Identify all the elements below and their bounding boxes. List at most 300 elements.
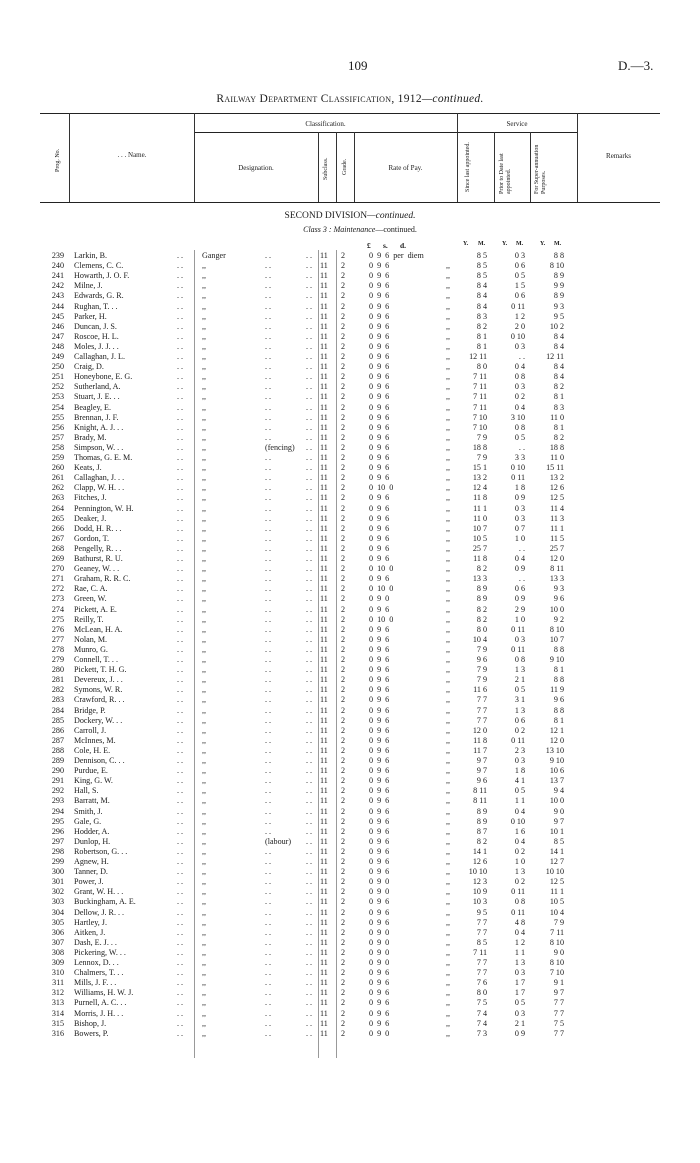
cell-sl: 12 11 (469, 352, 487, 361)
cell-des: ,, (202, 1008, 207, 1018)
table-row (0, 1029, 700, 1038)
cell-pr: 2 1 (514, 675, 525, 685)
cell-dots2: . . (265, 604, 272, 614)
cell-gr: 2 (341, 614, 346, 624)
cell-dots1: . . (177, 463, 184, 473)
col-rate: Rate of Pay. (388, 164, 423, 172)
cell-tick: ,, (446, 897, 451, 907)
cell-gr: 2 (341, 756, 346, 765)
cell-sa: 8 10 (549, 937, 564, 947)
cell-dots2: . . (265, 846, 272, 856)
cell-sa: 9 6 (553, 695, 564, 705)
cell-sa: 11 1 (550, 887, 564, 897)
cell-no: 245 (51, 311, 64, 321)
cell-dots2: . . (265, 857, 272, 866)
cell-gr: 2 (341, 341, 346, 351)
cell-no: 244 (51, 301, 64, 311)
cell-no: 300 (51, 867, 64, 877)
cell-pr: 0 3 (514, 634, 525, 644)
cell-dots3: . . (306, 271, 313, 281)
cell-sa: 7 7 (553, 1008, 564, 1018)
cell-pr: 0 5 (514, 786, 525, 796)
cell-sub: 11 (320, 604, 328, 614)
cell-name: Bowers, P. (74, 1028, 109, 1038)
cell-sub: 11 (320, 705, 328, 715)
cell-dots3: . . (306, 968, 313, 978)
cell-dots2: . . (265, 725, 272, 735)
cell-dots3: . . (306, 927, 313, 937)
table-row (0, 736, 700, 745)
cell-dots3: . . (306, 442, 313, 452)
cell-gr: 2 (341, 816, 346, 826)
cell-rate: 0 9 0 (369, 877, 390, 887)
cell-tick: ,, (446, 998, 451, 1008)
cell-no: 289 (51, 756, 64, 765)
cell-no: 282 (51, 685, 64, 695)
cell-sl: 11 8 (473, 493, 487, 503)
cell-no: 281 (51, 675, 64, 685)
table-row (0, 716, 700, 725)
cell-pr: 0 4 (514, 927, 525, 937)
cell-name: Callaghan, J. . . (74, 473, 125, 483)
cell-sa: 11 1 (550, 523, 564, 533)
cell-rate: 0 9 6 (369, 321, 390, 331)
cell-des: ,, (202, 473, 207, 483)
cell-rate: 0 9 6 (369, 857, 390, 866)
cell-dots1: . . (177, 392, 184, 402)
cell-gr: 2 (341, 715, 346, 725)
cell-gr: 2 (341, 281, 346, 291)
cell-tick: ,, (446, 867, 451, 877)
table-row (0, 554, 700, 563)
cell-dots2: . . (265, 624, 272, 634)
cell-no: 283 (51, 695, 64, 705)
cell-pr: 0 4 (514, 362, 525, 372)
cell-dots3: . . (306, 1028, 313, 1038)
cell-sl: 7 5 (476, 998, 487, 1008)
table-row (0, 756, 700, 765)
cell-sub: 11 (320, 968, 328, 978)
cell-tick: ,, (446, 846, 451, 856)
unit-m1: M. (478, 241, 486, 247)
cell-sl: 11 1 (473, 503, 487, 513)
cell-des: ,, (202, 543, 207, 553)
cell-gr: 2 (341, 796, 346, 806)
cell-pr: 1 8 (514, 766, 525, 776)
unit-y3: Y. (540, 241, 546, 247)
cell-dots3: . . (306, 1008, 313, 1018)
cell-gr: 2 (341, 271, 346, 281)
cell-dots1: . . (177, 816, 184, 826)
cell-rate: 0 10 0 (369, 564, 394, 574)
cell-sub: 11 (320, 735, 328, 745)
cell-sa: 9 0 (553, 806, 564, 816)
cell-sub: 11 (320, 341, 328, 351)
cell-sub: 11 (320, 675, 328, 685)
cell-dots3: . . (306, 584, 313, 594)
table-row (0, 312, 700, 321)
cell-name: Lennox, D. . . (74, 958, 119, 967)
cell-rate: 0 9 6 (369, 513, 390, 523)
cell-sub: 11 (320, 624, 328, 634)
cell-dots2: . . (265, 523, 272, 533)
cell-pr: 0 10 (510, 463, 525, 473)
cell-pr: 0 2 (514, 877, 525, 887)
cell-tick: ,, (446, 857, 451, 866)
cell-sub: 11 (320, 725, 328, 735)
cell-gr: 2 (341, 745, 346, 755)
table-row (0, 625, 700, 634)
cell-gr: 2 (341, 402, 346, 412)
cell-dots2: . . (265, 382, 272, 392)
cell-name: Bishop, J. (74, 1018, 107, 1028)
cell-sa: 8 10 (549, 958, 564, 967)
cell-name: Hodder, A. (74, 826, 110, 836)
cell-name: Milne, J. (74, 281, 103, 291)
cell-name: Bathurst, R. U. (74, 554, 123, 563)
cell-no: 292 (51, 786, 64, 796)
cell-dots3: . . (306, 887, 313, 897)
cell-dots2: . . (265, 574, 272, 584)
cell-gr: 2 (341, 301, 346, 311)
cell-sa: 12 6 (549, 483, 564, 493)
cell-dots2: . . (265, 352, 272, 361)
cell-dots3: . . (306, 816, 313, 826)
cell-no: 314 (51, 1008, 64, 1018)
cell-sl: 7 3 (476, 1028, 487, 1038)
cell-dots1: . . (177, 301, 184, 311)
cell-sa: 10 1 (549, 826, 564, 836)
cell-name: Larkin, B. (74, 251, 108, 260)
cell-sa: 9 10 (549, 756, 564, 765)
cell-dots2: . . (265, 917, 272, 927)
cell-sub: 11 (320, 958, 328, 967)
cell-sa: 7 10 (549, 968, 564, 978)
cell-sub: 11 (320, 594, 328, 604)
cell-no: 253 (51, 392, 64, 402)
cell-dots3: . . (306, 978, 313, 988)
cell-name: Simpson, W. . . (74, 442, 124, 452)
cell-sa: 10 10 (545, 867, 564, 877)
cell-no: 277 (51, 634, 64, 644)
cell-sa: 8 10 (549, 261, 564, 271)
cell-sl: 7 9 (476, 453, 487, 462)
cell-no: 302 (51, 887, 64, 897)
cell-dots3: . . (306, 261, 313, 271)
cell-name: Gale, G. (74, 816, 102, 826)
cell-sub: 11 (320, 574, 328, 584)
cell-tick: ,, (446, 301, 451, 311)
cell-gr: 2 (341, 766, 346, 776)
cell-dots1: . . (177, 271, 184, 281)
cell-tick: ,, (446, 614, 451, 624)
cell-gr: 2 (341, 806, 346, 816)
cell-dots2: . . (265, 826, 272, 836)
cell-dots1: . . (177, 766, 184, 776)
cell-dots1: . . (177, 756, 184, 765)
cell-dots2: . . (265, 554, 272, 563)
cell-rate: 0 9 6 (369, 644, 390, 654)
cell-sl: 11 7 (473, 745, 487, 755)
cell-no: 272 (51, 584, 64, 594)
cell-dots3: . . (306, 776, 313, 786)
class-name: Maintenance (333, 225, 376, 234)
cell-name: Aitken, J. (74, 927, 106, 937)
cell-dots1: . . (177, 695, 184, 705)
cell-pr: 0 11 (511, 887, 525, 897)
cell-dots2: . . (265, 331, 272, 341)
cell-sl: 8 1 (476, 331, 487, 341)
table-row (0, 726, 700, 735)
cell-dots1: . . (177, 321, 184, 331)
cell-pr: 4 1 (514, 776, 525, 786)
cell-tick: ,, (446, 816, 451, 826)
cell-name: Smith, J. (74, 806, 103, 816)
cell-dots1: . . (177, 331, 184, 341)
cell-pr: 2 3 (514, 745, 525, 755)
cell-sa: 8 2 (553, 382, 564, 392)
cell-sl: 10 4 (472, 634, 487, 644)
table-row (0, 302, 700, 311)
cell-sl: 7 9 (476, 665, 487, 675)
cell-dots3: . . (306, 796, 313, 806)
cell-gr: 2 (341, 725, 346, 735)
cell-gr: 2 (341, 1018, 346, 1028)
cell-dots2: . . (265, 675, 272, 685)
cell-tick: ,, (446, 574, 451, 584)
cell-gr: 2 (341, 947, 346, 957)
cell-tick: ,, (446, 887, 451, 897)
cell-sl: 8 2 (476, 836, 487, 846)
cell-dots1: . . (177, 776, 184, 786)
table-row (0, 645, 700, 654)
cell-sl: 7 11 (473, 947, 487, 957)
cell-dots3: . . (306, 382, 313, 392)
cell-name: Callaghan, J. L. (74, 352, 126, 361)
cell-dots2: . . (265, 816, 272, 826)
cell-des: ,, (202, 513, 207, 523)
cell-dots1: . . (177, 735, 184, 745)
cell-sl: 11 8 (473, 735, 487, 745)
cell-sub: 11 (320, 806, 328, 816)
cell-no: 260 (51, 463, 64, 473)
cell-des: ,, (202, 291, 207, 301)
cell-pr: 0 8 (514, 655, 525, 664)
cell-pr: 0 3 (514, 251, 525, 260)
cell-sub: 11 (320, 745, 328, 755)
cell-sa: 9 3 (553, 584, 564, 594)
cell-rate: 0 9 6 (369, 352, 390, 361)
cell-name: Morris, J. H. . . (74, 1008, 124, 1018)
cell-name: Edwards, G. R. (74, 291, 124, 301)
cell-des: ,, (202, 715, 207, 725)
cell-dots3: . . (306, 594, 313, 604)
cell-des: ,, (202, 301, 207, 311)
cell-dots3: . . (306, 644, 313, 654)
cell-sa: 12 0 (549, 735, 564, 745)
cell-sl: 25 7 (472, 543, 487, 553)
cell-rate: 0 9 6 (369, 655, 390, 664)
cell-dots2: (fencing) (265, 442, 295, 452)
cell-des: ,, (202, 907, 207, 917)
cell-gr: 2 (341, 533, 346, 543)
unit-shilling: s. (383, 241, 388, 250)
cell-des: ,, (202, 836, 207, 846)
cell-dots1: . . (177, 493, 184, 503)
cell-tick: ,, (446, 422, 451, 432)
cell-pr: 1 0 (514, 857, 525, 866)
cell-gr: 2 (341, 463, 346, 473)
cell-no: 249 (51, 352, 64, 361)
cell-pr: 0 5 (514, 998, 525, 1008)
cell-gr: 2 (341, 776, 346, 786)
cell-dots1: . . (177, 604, 184, 614)
table-row (0, 695, 700, 704)
cell-sub: 11 (320, 786, 328, 796)
table-row (0, 544, 700, 553)
cell-sa: 12 7 (549, 857, 564, 866)
cell-dots1: . . (177, 887, 184, 897)
cell-gr: 2 (341, 978, 346, 988)
cell-dots2: . . (265, 463, 272, 473)
cell-rate: 0 9 6 per diem (369, 251, 424, 260)
cell-no: 255 (51, 412, 64, 422)
unit-m3: M. (554, 241, 562, 247)
cell-no: 258 (51, 442, 64, 452)
table-row (0, 998, 700, 1007)
cell-tick: ,, (446, 655, 451, 664)
cell-rate: 0 9 0 (369, 1028, 390, 1038)
cell-name: McLean, H. A. (74, 624, 123, 634)
cell-pr: 0 5 (514, 432, 525, 442)
cell-name: Sutherland, A. (74, 382, 121, 392)
cell-dots2: . . (265, 412, 272, 422)
cell-name: Parker, H. (74, 311, 107, 321)
cell-no: 286 (51, 725, 64, 735)
cell-name: Brennan, J. F. (74, 412, 119, 422)
cell-gr: 2 (341, 675, 346, 685)
cell-dots2: . . (265, 261, 272, 271)
cell-gr: 2 (341, 877, 346, 887)
cell-sl: 8 0 (476, 362, 487, 372)
table-row (0, 463, 700, 472)
cell-name: Agnew, H. (74, 857, 109, 866)
cell-tick: ,, (446, 634, 451, 644)
cell-tick: ,, (446, 463, 451, 473)
cell-rate: 0 10 0 (369, 584, 394, 594)
cell-gr: 2 (341, 503, 346, 513)
cell-dots1: . . (177, 998, 184, 1008)
cell-gr: 2 (341, 331, 346, 341)
cell-des: ,, (202, 604, 207, 614)
cell-dots3: . . (306, 786, 313, 796)
cell-dots1: . . (177, 362, 184, 372)
cell-sa: 8 1 (553, 422, 564, 432)
cell-gr: 2 (341, 826, 346, 836)
cell-sa: 9 9 (553, 281, 564, 291)
cell-sa: 8 1 (553, 715, 564, 725)
cell-tick: ,, (446, 947, 451, 957)
cell-pr: 0 6 (514, 584, 525, 594)
cell-dots3: . . (306, 947, 313, 957)
cell-gr: 2 (341, 655, 346, 664)
cell-sub: 11 (320, 857, 328, 866)
cell-pr: 3 1 (514, 695, 525, 705)
cell-sa: 12 1 (549, 725, 564, 735)
cell-sa: 8 9 (553, 291, 564, 301)
cell-sub: 11 (320, 382, 328, 392)
page-number: 109 (348, 58, 368, 73)
cell-pr: 1 5 (514, 281, 525, 291)
cell-des: ,, (202, 988, 207, 998)
cell-sl: 7 7 (476, 695, 487, 705)
cell-pr: 0 3 (514, 382, 525, 392)
cell-dots2: . . (265, 503, 272, 513)
cell-sub: 11 (320, 554, 328, 563)
cell-rate: 0 9 0 (369, 927, 390, 937)
cell-sl: 8 9 (476, 816, 487, 826)
cell-sa: 10 2 (549, 321, 564, 331)
cell-no: 242 (51, 281, 64, 291)
cell-dots1: . . (177, 705, 184, 715)
unit-y1: Y. (463, 241, 469, 247)
cell-tick: ,, (446, 584, 451, 594)
table-row (0, 342, 700, 351)
cell-tick: ,, (446, 836, 451, 846)
cell-tick: ,, (446, 695, 451, 705)
cell-name: Williams, H. W. J. (74, 988, 134, 998)
cell-dots3: . . (306, 543, 313, 553)
cell-sa: 8 10 (549, 624, 564, 634)
cell-name: Pickett, A. E. (74, 604, 117, 614)
cell-rate: 0 9 6 (369, 897, 390, 907)
cell-sl: 7 4 (476, 1008, 487, 1018)
cell-dots3: . . (306, 725, 313, 735)
cell-sub: 11 (320, 867, 328, 877)
cell-pr: 0 10 (510, 816, 525, 826)
cell-sl: 8 4 (476, 301, 487, 311)
cell-tick: ,, (446, 594, 451, 604)
cell-name: Rae, C. A. (74, 584, 108, 594)
cell-sub: 11 (320, 846, 328, 856)
cell-dots1: . . (177, 715, 184, 725)
cell-dots3: . . (306, 523, 313, 533)
cell-no: 301 (51, 877, 64, 887)
cell-rate: 0 9 6 (369, 533, 390, 543)
cell-tick: ,, (446, 725, 451, 735)
cell-no: 248 (51, 341, 64, 351)
cell-des: ,, (202, 725, 207, 735)
cell-rate: 0 9 6 (369, 432, 390, 442)
cell-rate: 0 9 6 (369, 341, 390, 351)
cell-rate: 0 9 6 (369, 402, 390, 412)
cell-pr: 0 11 (511, 473, 525, 483)
cell-des: ,, (202, 321, 207, 331)
cell-dots2: . . (265, 493, 272, 503)
page-title (0, 93, 700, 105)
cell-sub: 11 (320, 927, 328, 937)
cell-dots3: . . (306, 988, 313, 998)
cell-dots2: . . (265, 473, 272, 483)
cell-dots3: . . (306, 402, 313, 412)
cell-des: ,, (202, 998, 207, 1008)
cell-sa: 10 0 (549, 604, 564, 614)
cell-rate: 0 9 6 (369, 453, 390, 462)
cell-no: 291 (51, 776, 64, 786)
cell-rate: 0 9 6 (369, 392, 390, 402)
cell-dots2: . . (265, 968, 272, 978)
cell-des: ,, (202, 685, 207, 695)
